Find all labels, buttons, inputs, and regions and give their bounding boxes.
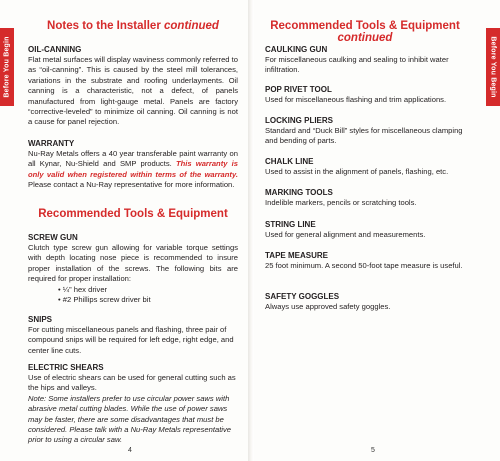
- oil-canning-heading: OIL-CANNING: [28, 45, 82, 54]
- electric-shears-note: Note: Some installers prefer to use circular power saws with abrasive metal cutting blades. While the use of power saws may be faster, there are some disadvantages that must be considered. Please talk with a Nu-Ray Metals representative prior to using a circular saw.: [28, 393, 232, 445]
- tool-item: [265, 157, 465, 177]
- oil-canning-text: Flat metal surfaces will display waviness commonly referred to as “oil-canning”. This is caused by the steel mill tolerances, variations in the substrate and roofing underlayments. Oil canning is a characteristic, not a defect, of panels manufactured from light-gauge metal. Panels are factory “corrective-leveled” to minimize oil canning. Oil canning is not a cause for panel rejection.: [28, 55, 238, 127]
- warranty-heading: WARRANTY: [28, 139, 75, 148]
- caulking-gun-text: For miscellaneous caulking and sealing to inhibit water infiltration.: [265, 55, 449, 75]
- side-tab-left: Before You Begin: [0, 28, 14, 106]
- tape-measure-text: 25 foot minimum. A second 50-foot tape measure is useful.: [265, 261, 463, 270]
- caulking-gun-heading: CAULKING GUN: [265, 45, 328, 54]
- page-gutter: [248, 0, 254, 461]
- bullet-phillips-bit: • #2 Phillips screw driver bit: [58, 295, 151, 305]
- page-number-right: 5: [371, 447, 375, 454]
- right-page-title: Recommended Tools & Equipment continued: [270, 20, 460, 44]
- warranty-emphasis: This warranty is only valid when registered within terms of the warranty.: [28, 159, 238, 179]
- tool-item: [265, 188, 465, 208]
- pop-rivet-tool-heading: POP RIVET TOOL: [265, 85, 332, 94]
- marking-tools-heading: MARKING TOOLS: [265, 188, 333, 197]
- tool-item: [265, 292, 465, 312]
- pop-rivet-tool-text: Used for miscellaneous flashing and trim applications.: [265, 95, 447, 104]
- warranty-section: [28, 139, 238, 191]
- tool-item: [265, 85, 465, 105]
- side-tab-right: Before You Begin: [486, 28, 500, 106]
- marking-tools-text: Indelible markers, pencils or scratching tools.: [265, 198, 417, 207]
- snips-heading: SNIPS: [28, 315, 53, 324]
- tool-item: [265, 45, 465, 76]
- locking-pliers-heading: LOCKING PLIERS: [265, 116, 334, 125]
- tape-measure-heading: TAPE MEASURE: [265, 251, 328, 260]
- tool-item: [265, 116, 465, 147]
- electric-shears-section: [28, 363, 238, 446]
- tool-item: [265, 251, 465, 271]
- warranty-text: Nu-Ray Metals offers a 40 year transferable paint warranty on all Kynar, Nu-Shield and SMP products. This warranty is only valid when registered within terms of the warranty. Please contact a Nu-Ray representative for more information.: [28, 149, 238, 190]
- screw-gun-heading: SCREW GUN: [28, 233, 78, 242]
- oil-canning-section: [28, 45, 238, 128]
- snips-text: For cutting miscellaneous panels and flashing, three pair of compound snips will be required for left edge, right edge, and center line cuts.: [28, 325, 234, 355]
- string-line-heading: STRING LINE: [265, 220, 316, 229]
- right-page: [265, 0, 465, 461]
- string-line-text: Used for general alignment and measurements.: [265, 230, 426, 239]
- chalk-line-heading: CHALK LINE: [265, 157, 314, 166]
- screw-gun-text: Clutch type screw gun allowing for variable torque settings with depth locating nose piece is recommended to insure proper installation of the screws. The following bits are required for proper installation:: [28, 243, 238, 284]
- left-page-title: Notes to the Installer continued: [47, 20, 219, 32]
- snips-section: [28, 315, 238, 356]
- tool-item: [265, 220, 465, 240]
- page-number-left: 4: [128, 447, 132, 454]
- locking-pliers-text: Standard and “Duck Bill” styles for miscellaneous clamping and bending of parts.: [265, 126, 463, 146]
- chalk-line-text: Used to assist in the alignment of panels, flashing, etc.: [265, 167, 449, 176]
- screw-gun-section: [28, 233, 238, 305]
- tools-section-title: Recommended Tools & Equipment: [38, 208, 228, 220]
- bullet-hex-driver: • ¼” hex driver: [58, 284, 108, 294]
- electric-shears-text: Use of electric shears can be used for general cutting such as the hips and valleys.: [28, 373, 236, 393]
- safety-goggles-text: Always use approved safety goggles.: [265, 302, 391, 311]
- electric-shears-heading: ELECTRIC SHEARS: [28, 363, 104, 372]
- left-page: [28, 0, 238, 461]
- safety-goggles-heading: SAFETY GOGGLES: [265, 292, 340, 301]
